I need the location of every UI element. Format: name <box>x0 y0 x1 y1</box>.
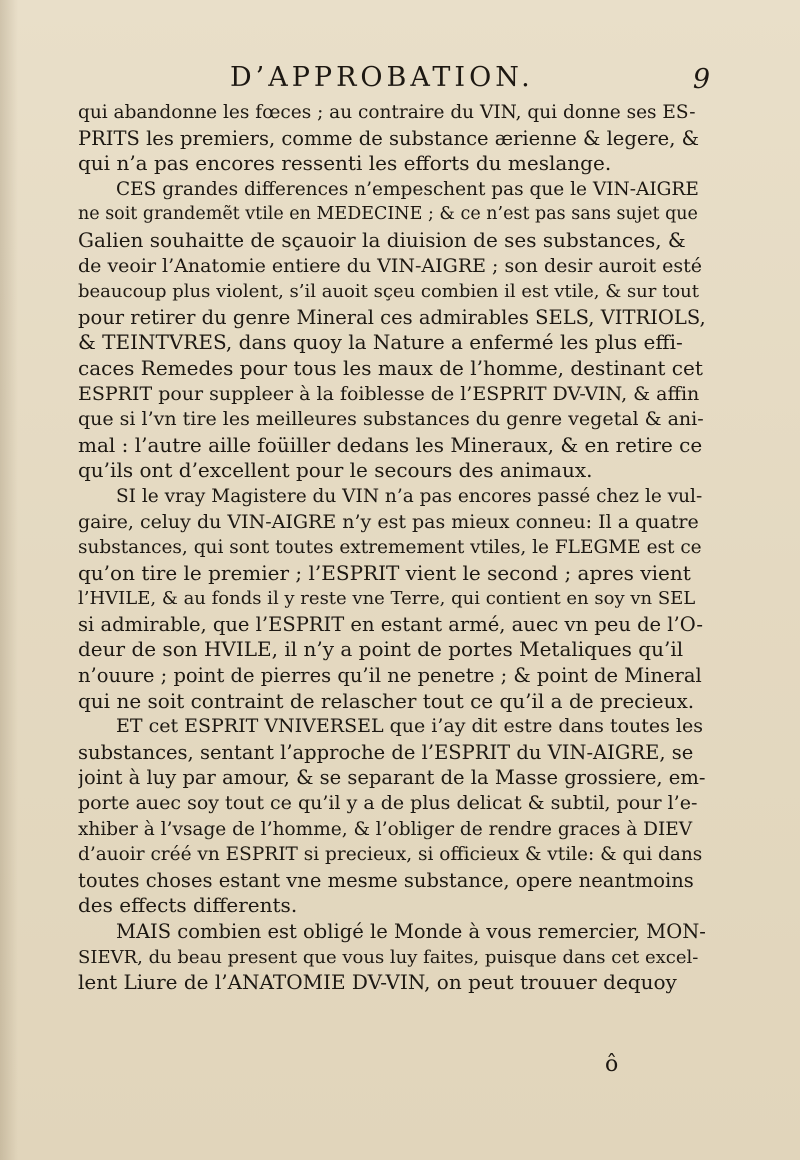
page-number: 9 <box>692 64 710 95</box>
text-line: qu’ils ont d’excellent pour le secours des animaux. <box>78 458 593 483</box>
text-line: pour retirer du genre Mineral ces admirables SELS, VITRIOLS, <box>78 305 706 329</box>
text-line: n’ouure ; point de pierres qu’il ne penetre ; & point de Mineral <box>78 664 702 688</box>
text-line: substances, qui sont toutes extremement vtiles, le FLEGME est ce <box>78 537 702 559</box>
text-line: PRITS les premiers, comme de substance ærienne & legere, & <box>78 126 699 150</box>
text-line: xhiber à l’vsage de l’homme, & l’obliger de rendre graces à DIEV <box>78 818 693 840</box>
text-line: & TEINTVRES, dans quoy la Nature a enfermé les plus effi- <box>78 330 683 355</box>
text-line: deur de son HVILE, il n’y a point de portes Metaliques qu’il <box>78 637 684 662</box>
text-line: qui ne soit contraint de relascher tout ce qu’il a de precieux. <box>78 688 695 713</box>
signature-mark: ô <box>605 1052 619 1077</box>
text-line: que si l’vn tire les meilleures substances du genre vegetal & ani- <box>78 408 704 431</box>
text-block <box>78 100 708 996</box>
text-line: qui n’a pas encores ressenti les efforts du meslange. <box>78 151 612 176</box>
running-header <box>100 62 710 98</box>
text-line: beaucoup plus violent, s’il auoit sçeu combien il est vtile, & sur tout <box>78 281 699 303</box>
text-line: ET cet ESPRIT VNIVERSEL que i’ay dit estre dans toutes les <box>116 715 704 738</box>
text-line: lent Liure de l’ANATOMIE DV-VIN, on peut trouuer dequoy <box>78 970 677 995</box>
text-line: d’auoir créé vn ESPRIT si precieux, si officieux & vtile: & qui dans <box>78 844 703 866</box>
text-line: caces Remedes pour tous les maux de l’homme, destinant cet <box>78 355 703 380</box>
text-line: MAIS combien est obligé le Monde à vous remercier, MON- <box>116 920 706 943</box>
text-line: de veoir l’Anatomie entiere du VIN-AIGRE ; son desir auroit esté <box>78 254 703 277</box>
text-line: substances, sentant l’approche de l’ESPRIT du VIN-AIGRE, se <box>78 740 694 764</box>
text-line: SIEVR, du beau present que vous luy faites, puisque dans cet excel- <box>78 946 699 968</box>
text-line: gaire, celuy du VIN-AIGRE n’y est pas mieux conneu: Il a quatre <box>78 510 699 533</box>
text-line: Galien souhaitte de sçauoir la diuision de ses substances, & <box>78 227 686 252</box>
text-line: mal : l’autre aille foüiller dedans les Mineraux, & en retire ce <box>78 432 703 457</box>
text-line: porte auec soy tout ce qu’il y a de plus delicat & subtil, pour l’e- <box>78 792 698 815</box>
text-line: qu’on tire le premier ; l’ESPRIT vient le second ; apres vient <box>78 560 691 585</box>
text-line: joint à luy par amour, & se separant de la Masse grossiere, em- <box>78 766 706 790</box>
text-line: ESPRIT pour suppleer à la foiblesse de l’ESPRIT DV-VIN, & affin <box>78 382 700 405</box>
text-line: des effects differents. <box>78 893 298 918</box>
running-title: D’APPROBATION. <box>230 62 534 93</box>
text-line: qui abandonne les fœces ; au contraire du VIN, qui donne ses ES- <box>78 102 696 123</box>
spine-shadow <box>0 0 18 1160</box>
text-line: l’HVILE, & au fonds il y reste vne Terre, qui contient en soy vn SEL <box>78 588 696 610</box>
text-line: si admirable, que l’ESPRIT en estant armé, auec vn peu de l’O- <box>78 612 704 636</box>
text-line: CES grandes differences n’empeschent pas que le VIN-AIGRE <box>116 178 699 200</box>
text-line: SI le vray Magistere du VIN n’a pas encores passé chez le vul- <box>116 485 703 507</box>
text-line: ne soit grandemẽt vtile en MEDECINE ; & ce n’est pas sans sujet que <box>78 204 698 225</box>
text-line: toutes choses estant vne mesme substance, opere neantmoins <box>78 868 694 892</box>
